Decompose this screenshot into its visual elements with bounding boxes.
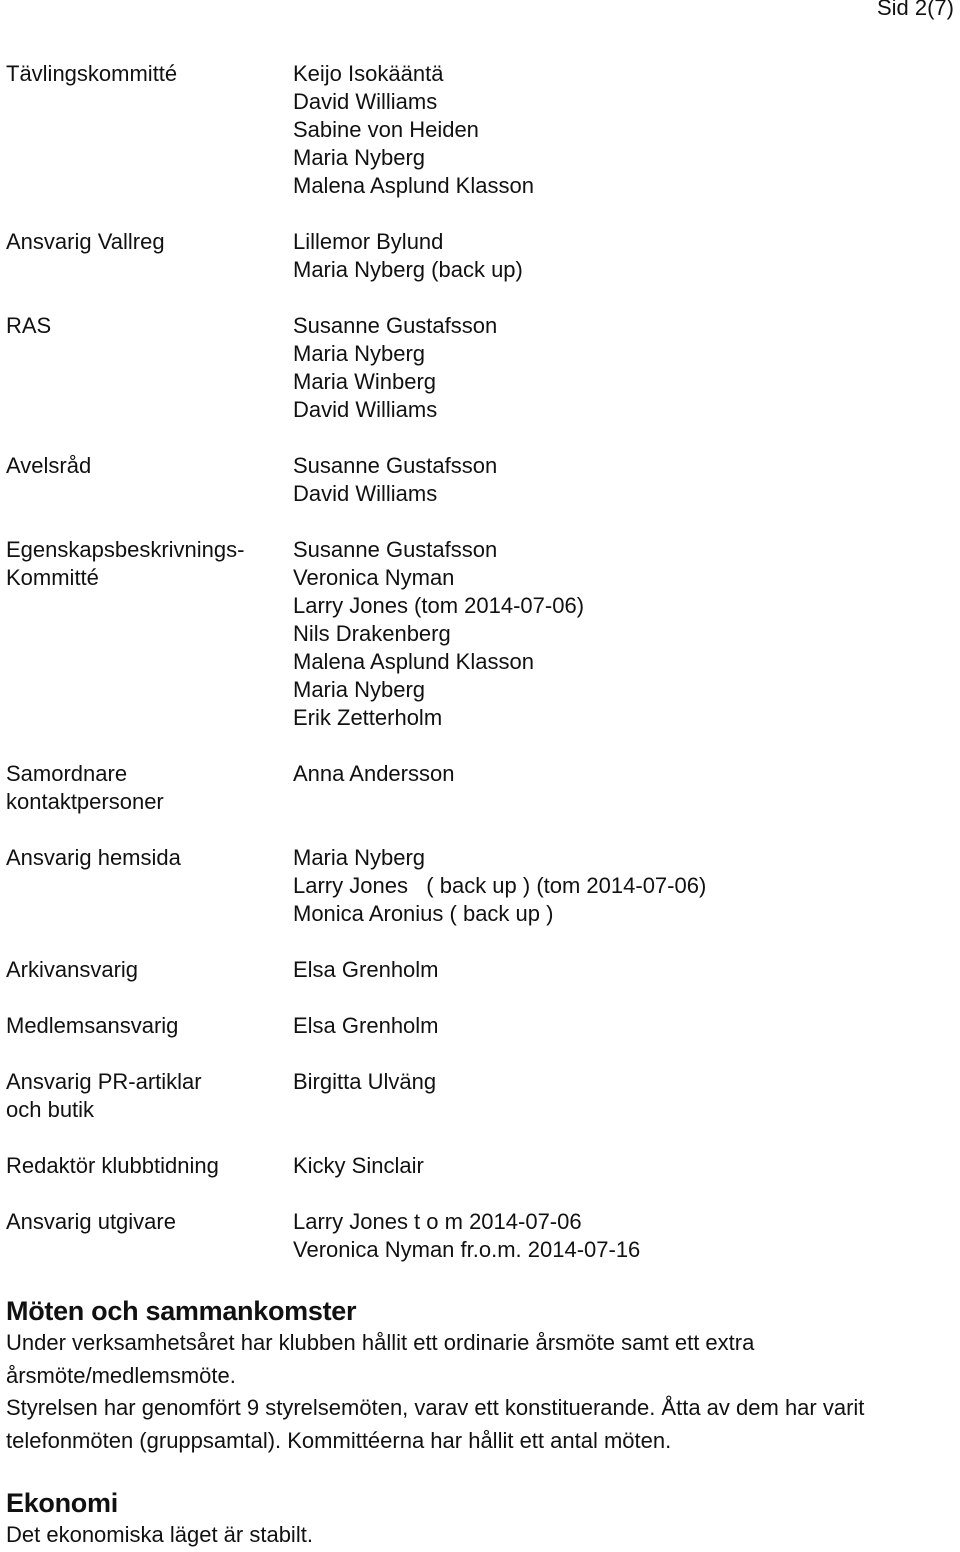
meetings-heading: Möten och sammankomster bbox=[6, 1296, 357, 1326]
role-name: Larry Jones t o m 2014-07-06 bbox=[293, 1209, 582, 1234]
economy-heading: Ekonomi bbox=[6, 1488, 118, 1518]
role-row bbox=[6, 956, 946, 1012]
role-name: Larry Jones (tom 2014-07-06) bbox=[293, 593, 585, 618]
role-name: Malena Asplund Klasson bbox=[293, 649, 534, 674]
role-name: Larry Jones ( back up ) (tom 2014-07-06) bbox=[293, 873, 707, 898]
role-names bbox=[293, 452, 946, 508]
roles-list bbox=[6, 60, 946, 1264]
role-row bbox=[6, 228, 946, 312]
role-row bbox=[6, 312, 946, 452]
role-label: Tävlingskommitté bbox=[6, 61, 178, 86]
role-name: Elsa Grenholm bbox=[293, 1013, 439, 1038]
role-row bbox=[6, 760, 946, 844]
role-name: Susanne Gustafsson bbox=[293, 537, 498, 562]
role-names bbox=[293, 1208, 946, 1264]
role-names bbox=[293, 760, 946, 788]
role-name: Maria Nyberg (back up) bbox=[293, 257, 523, 282]
meetings-paragraph: Under verksamhetsåret har klubben hållit ett ordinarie årsmöte samt ett extra årsmöte/medlemsmöte. bbox=[6, 1330, 755, 1388]
role-names bbox=[293, 536, 946, 732]
role-name: David Williams bbox=[293, 89, 438, 114]
role-label: Ansvarig Vallreg bbox=[6, 229, 165, 254]
role-name: David Williams bbox=[293, 481, 438, 506]
role-label: Medlemsansvarig bbox=[6, 1013, 179, 1038]
role-row bbox=[6, 1068, 946, 1152]
role-row bbox=[6, 1012, 946, 1068]
role-label: Ansvarig utgivare bbox=[6, 1209, 176, 1234]
role-label: Arkivansvarig bbox=[6, 957, 139, 982]
role-name: Erik Zetterholm bbox=[293, 705, 443, 730]
role-row bbox=[6, 60, 946, 228]
role-label: Avelsråd bbox=[6, 453, 92, 478]
meetings-paragraph: Styrelsen har genomfört 9 styrelsemöten, varav ett konstituerande. Åtta av dem har varit telefonmöten (gruppsamtal). Kommittéerna har hållit ett antal möten. bbox=[6, 1395, 865, 1453]
role-names bbox=[293, 844, 946, 928]
role-name: Elsa Grenholm bbox=[293, 957, 439, 982]
role-name: Malena Asplund Klasson bbox=[293, 173, 534, 198]
role-label: RAS bbox=[6, 313, 52, 338]
role-names bbox=[293, 956, 946, 984]
role-label: Samordnare kontaktpersoner bbox=[6, 761, 164, 814]
role-name: Susanne Gustafsson bbox=[293, 313, 498, 338]
role-row bbox=[6, 536, 946, 760]
meetings-section bbox=[6, 1295, 946, 1457]
role-name: David Williams bbox=[293, 397, 438, 422]
economy-section bbox=[6, 1487, 946, 1552]
role-name: Birgitta Ulväng bbox=[293, 1069, 437, 1094]
role-names bbox=[293, 1068, 946, 1096]
role-names bbox=[293, 1012, 946, 1040]
role-name: Maria Nyberg bbox=[293, 341, 426, 366]
page-number: Sid 2(7) bbox=[876, 0, 954, 20]
role-name: Maria Nyberg bbox=[293, 845, 426, 870]
role-names bbox=[293, 60, 946, 200]
role-name: Maria Winberg bbox=[293, 369, 437, 394]
role-name: Susanne Gustafsson bbox=[293, 453, 498, 478]
role-label: Ansvarig hemsida bbox=[6, 845, 181, 870]
role-row bbox=[6, 1208, 946, 1264]
role-name: Veronica Nyman fr.o.m. 2014-07-16 bbox=[293, 1237, 641, 1262]
role-name: Maria Nyberg bbox=[293, 145, 426, 170]
role-label: Egenskapsbeskrivnings- Kommitté bbox=[6, 537, 245, 590]
role-name: Lillemor Bylund bbox=[293, 229, 444, 254]
role-names bbox=[293, 228, 946, 284]
role-name: Maria Nyberg bbox=[293, 677, 426, 702]
role-row bbox=[6, 844, 946, 956]
role-name: Sabine von Heiden bbox=[293, 117, 479, 142]
role-row bbox=[6, 452, 946, 536]
role-name: Keijo Isokääntä bbox=[293, 61, 444, 86]
role-name: Monica Aronius ( back up ) bbox=[293, 901, 554, 926]
economy-paragraph: Det ekonomiska läget är stabilt. bbox=[6, 1522, 313, 1547]
role-name: Kicky Sinclair bbox=[293, 1153, 424, 1178]
role-label: Redaktör klubbtidning bbox=[6, 1153, 219, 1178]
role-name: Nils Drakenberg bbox=[293, 621, 451, 646]
role-name: Veronica Nyman bbox=[293, 565, 455, 590]
role-names bbox=[293, 1152, 946, 1180]
role-names bbox=[293, 312, 946, 424]
role-label: Ansvarig PR-artiklar och butik bbox=[6, 1069, 202, 1122]
role-row bbox=[6, 1152, 946, 1208]
role-name: Anna Andersson bbox=[293, 761, 455, 786]
